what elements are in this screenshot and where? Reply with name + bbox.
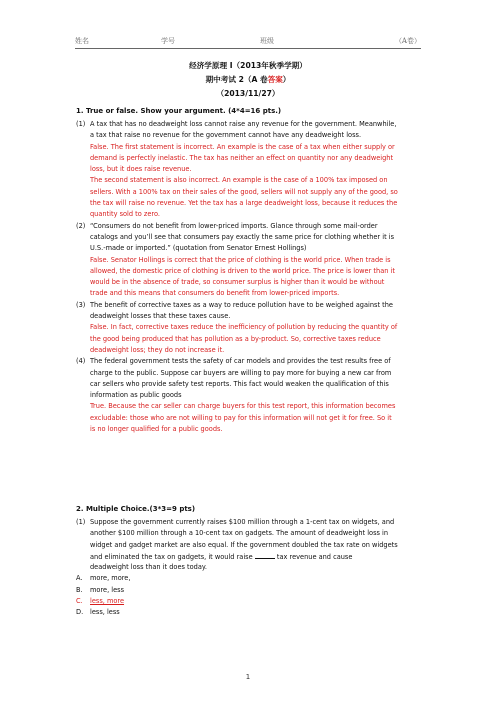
q4-answer-line: is no longer qualified for a public goods. [90,425,223,434]
exam-title-main: 期中考试 2（A 卷 [205,75,268,84]
q4-line: information as public goods [90,391,182,400]
q4-line: car sellers who provide safety test reports. This fact would weaken the qualification of this [90,379,389,388]
mc1-option-b: B. more, less [76,585,125,594]
q2-line: catalogs and you’ll see that consumers pay exactly the same price for clothing whether it is [90,232,395,241]
mc1-line: (1) Suppose the government currently raises $100 million through a 1-cent tax on widgets, and [76,517,421,528]
q1-answer-line: demand is perfectly inelastic. The tax has neither an effect on quantity nor any deadweight [90,153,394,162]
q2-number: (2) [76,221,86,230]
q2-answer-line: allowed, the domestic price of clothing is driven to the world price. The price is lower than it [90,266,395,275]
mc1-line: widget and gadget market are also equal. If the government doubled the tax rate on widgets [90,540,398,549]
q1-answer-line: the tax will raise no revenue. Yet the tax has a large deadweight loss, because it reduces the [90,199,398,208]
q2-answer-line: False. Senator Hollings is correct that the price of clothing is the world price. When trade is [90,255,391,264]
mc1-line: and eliminated the tax on gadgets, it would raise tax revenue and cause [90,552,353,561]
q2-line: U.S.-made or imported.” (quotation from Senator Ernest Hollings) [90,244,307,253]
q1-line: a tax that raise no revenue for the government cannot have any deadweight loss. [90,131,362,140]
header-version-label: （A卷） [394,37,421,45]
q3-line: (3) The benefit of corrective taxes as a way to reduce pollution have to be weighed against the [76,300,421,311]
q4-line: charge to the public. Suppose car buyers are willing to pay more for buying a new car from [90,368,392,377]
exam-title-answer: 答案 [267,75,283,84]
exam-title [0,74,496,85]
page-number: 1 [245,673,251,681]
q2-line: (2) “Consumers do not benefit from lower-priced imports. Glance through some mail-order [76,221,421,232]
q1-answer-line: sellers. With a 100% tax on their sales of the good, sellers will not supply any of the good, so [90,187,398,196]
mc1-option-a: A. more, more, [76,574,131,583]
q4-answer-line: True. Because the car seller can charge buyers for this test report, this information becomes [90,402,396,411]
q1-line: (1) A tax that has no deadweight loss cannot raise any revenue for the government. Meanwhile, [76,119,421,130]
section-1-heading: 1. True or false. Show your argument. (4*4=16 pts.) [76,107,282,115]
mc1-option-d: D. less, less [76,608,120,617]
q1-answer-line: The second statement is also incorrect. An example is the case of a 100% tax imposed on [90,176,388,185]
q1-answer-line: False. The first statement is incorrect. An example is the case of a tax when either supply or [90,142,395,151]
section-1-body [76,119,421,435]
q3-answer-line: False. In fact, corrective taxes reduce the inefficiency of pollution by reducing the quantity of [90,323,398,332]
header-student-id-label: 学号 [161,37,175,45]
q4-answer-line: excludable: those who are not willing to pay for this information will not get it for free. So it [90,413,392,422]
q4-number: (4) [76,357,86,366]
page-header [75,34,421,49]
mc1-number: (1) [76,518,86,526]
q3-answer-line: the good being produced that has pollution as a by-product. So, corrective taxes reduce [90,334,381,343]
section-2-heading: 2. Multiple Choice.(3*3=9 pts) [76,505,196,513]
q3-line: deadweight losses that these taxes cause. [90,312,231,321]
mc1-line: another $100 million through a 10-cent tax on gadgets. The amount of deadweight loss in [90,529,389,538]
section-2-body [76,517,421,619]
answer-blank [255,551,275,559]
q4-line: (4) The federal government tests the safety of car models and provides the test results free of [76,356,421,367]
mc1-line: deadweight loss than it does today. [90,563,207,572]
mc1-option-c-correct: C. less, more [76,597,125,606]
header-class-label: 班级 [260,37,274,45]
q1-answer-line: quantity sold to zero. [90,210,160,219]
q2-answer-line: would be in the absence of trade, so consumer surplus is higher than it would be without [90,278,385,287]
q1-number: (1) [76,120,86,128]
exam-date: （2013/11/27） [216,89,280,98]
q2-answer-line: trade and this means that consumers do benefit from lower-priced imports. [90,289,340,298]
q3-answer-line: deadweight loss; they do not increase it. [90,345,225,354]
q1-answer-line: loss, but it does raise revenue. [90,165,192,174]
q3-number: (3) [76,300,86,309]
exam-title-end: ） [282,75,291,84]
course-title: 经济学原理 I（2013年秋季学期） [189,61,307,70]
header-name-label: 姓名 [75,37,89,45]
